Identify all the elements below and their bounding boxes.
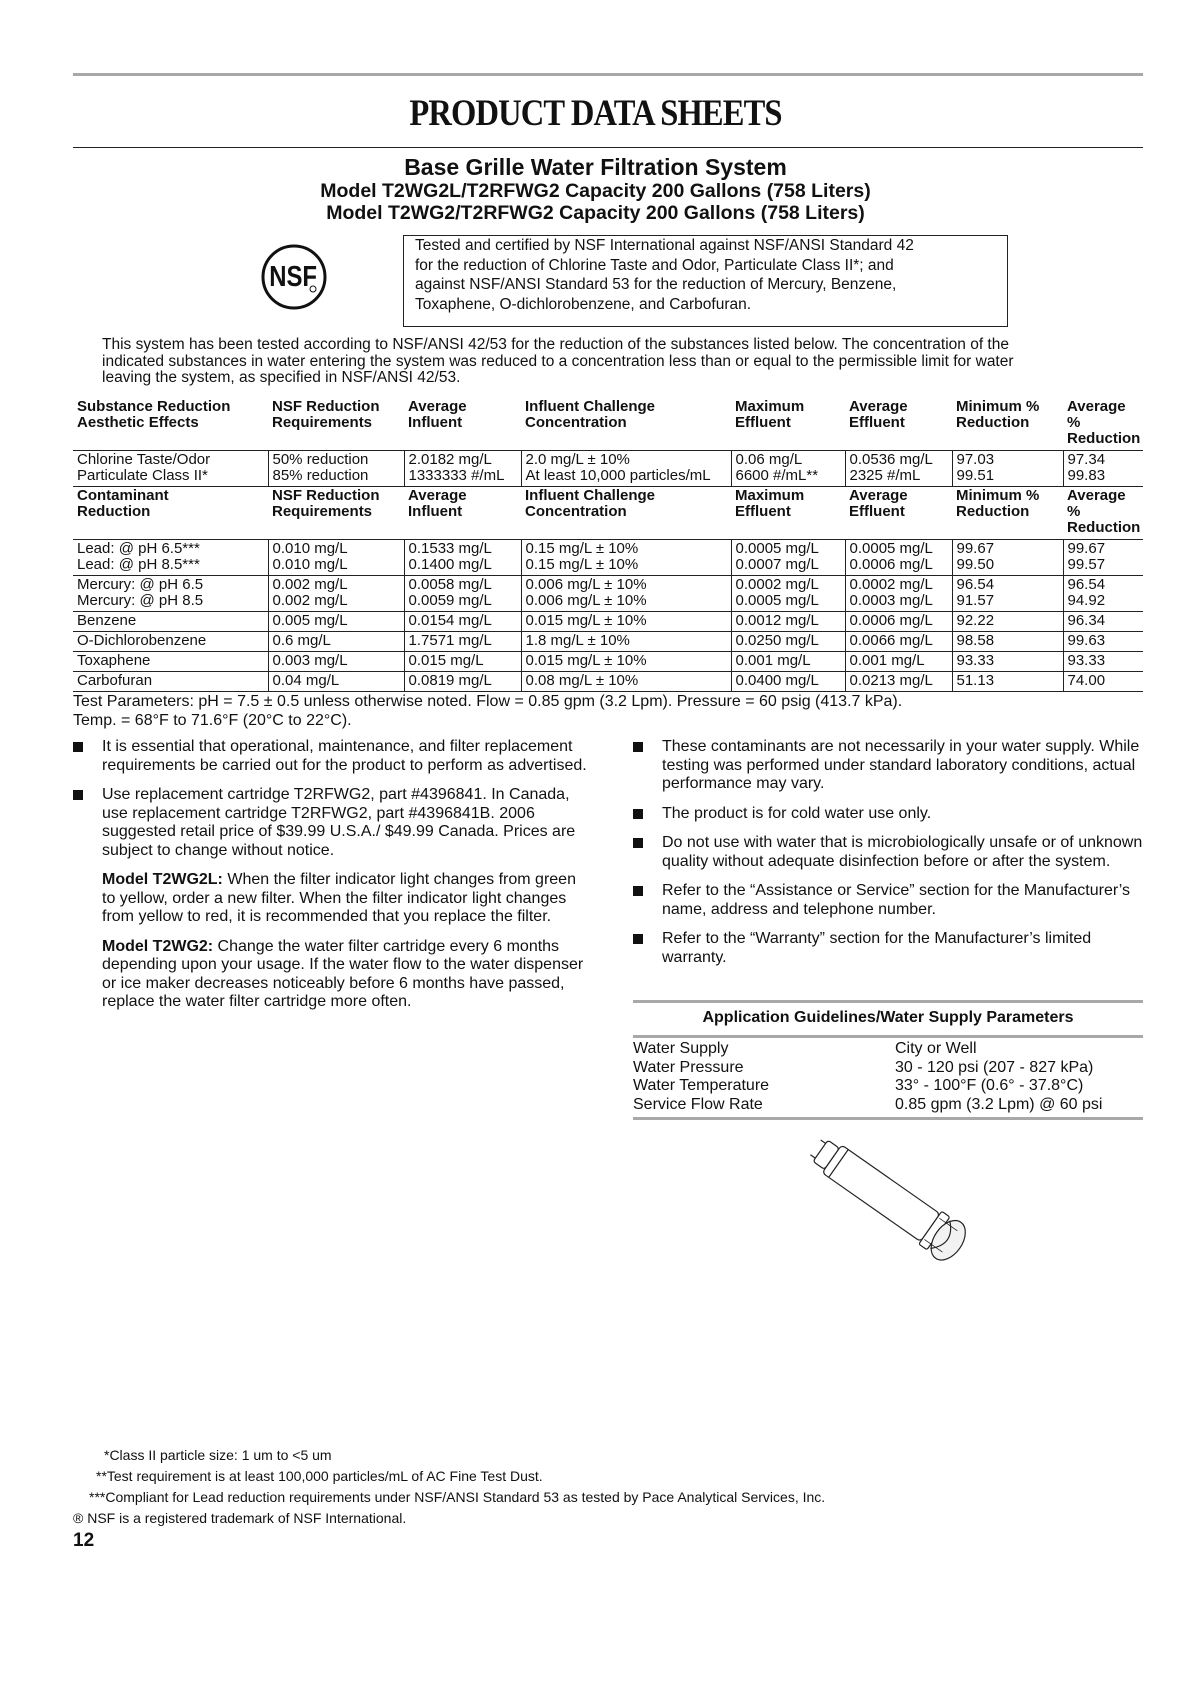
cell-line: 0.010 mg/L [272,540,348,557]
table-cell [731,576,845,612]
cell-line: Influent [408,503,463,520]
cell-line: Reduction [1067,519,1141,536]
table-cell [73,576,268,612]
cell-line: 0.0002 mg/L [849,576,933,593]
cell-line: 0.003 mg/L [272,652,348,669]
cell-line: Requirements [272,503,373,520]
table-cell [521,451,731,487]
cell-line: Aesthetic Effects [77,414,199,431]
cell-line: 99.63 [1067,632,1106,649]
guidelines-key: Water Pressure [633,1058,744,1076]
cell-line: Chlorine Taste/Odor [77,451,211,468]
bullet-item [73,738,593,775]
cell-line: 99.67 [956,540,995,557]
cell-line: Mercury: @ pH 8.5 [77,592,204,609]
certification-box [403,235,1008,327]
guidelines-value: 33° - 100°F (0.6° - 37.8°C) [895,1077,1084,1094]
cell-line: Effluent [735,503,791,520]
bullet-text: These contaminants are not necessarily in your water supply. While testing was performed under standard laboratory conditions, actual performance may vary. [662,738,1140,792]
bullet-square-icon [633,809,643,819]
cell-line: 96.34 [1067,612,1106,629]
cell-line: Average [849,487,908,504]
table-row [73,451,1143,487]
guidelines-row [633,1040,1143,1059]
cert-line: Tested and certified by NSF International against NSF/ANSI Standard 42 [415,237,914,254]
guidelines-bottom-rule [633,1117,1143,1120]
cell-line: 0.0012 mg/L [735,612,819,629]
cell-line: 51.13 [956,672,995,689]
guidelines-key: Water Supply [633,1040,729,1057]
cell-line: 0.0006 mg/L [849,612,933,629]
bullet-item [73,786,593,860]
bullet-square-icon [633,886,643,896]
bullet-item [633,738,1148,794]
guidelines-value: 30 - 120 psi (207 - 827 kPa) [895,1058,1094,1076]
table-cell [1063,632,1143,652]
test-parameters-line: Temp. = 68°F to 71.6°F (20°C to 22°C). [73,711,352,729]
model-note-text: Change the water filter cartridge every 6 months depending upon your usage. If the water flow to the water dispenser or ice maker decreases noticeably before 6 months have passed, replace the water filter cartridge more often. [102,937,584,1010]
intro-line: indicated substances in water entering the system was reduced to a concentration less than or equal to the permissible limit for water [102,352,1014,370]
table-cell [521,540,731,576]
cell-line: 0.0536 mg/L [849,451,933,468]
cell-line: 96.54 [1067,576,1106,593]
table-cell [845,576,952,612]
bullet-item [633,834,1148,871]
model-note-label: Model T2WG2: [102,937,214,955]
cell-line: Average [849,398,908,415]
cell-line: 0.0058 mg/L [408,576,492,593]
cell-line: 0.001 mg/L [849,652,925,669]
cell-line: 94.92 [1067,592,1106,609]
cell-line: 2325 #/mL [849,467,921,484]
table-cell [404,672,521,692]
table-row [73,652,1143,672]
cell-line: 0.001 mg/L [735,652,811,669]
cell-line: 6600 #/mL** [735,467,819,484]
table-cell [268,612,404,632]
right-column [633,738,1148,978]
table-row [73,672,1143,692]
table-cell [268,540,404,576]
table-cell [731,398,845,451]
bullet-square-icon [633,742,643,752]
table-cell [1063,672,1143,692]
table-cell [404,652,521,672]
table-cell [952,540,1063,576]
bullet-text: Refer to the “Assistance or Service” section for the Manufacturer’s name, address and telephone number. [662,882,1131,918]
table-cell [521,487,731,540]
cell-line: 0.015 mg/L ± 10% [525,652,647,669]
bullet-square-icon [633,934,643,944]
table-cell [268,576,404,612]
intro-line: This system has been tested according to NSF/ANSI 42/53 for the reduction of the substances listed below. The concentration of the [102,336,1009,353]
cell-line: 0.015 mg/L ± 10% [525,612,647,629]
bullet-square-icon [633,838,643,848]
cell-line: 0.6 mg/L [272,632,331,649]
guidelines-value: 0.85 gpm (3.2 Lpm) @ 60 psi [895,1095,1103,1113]
nsf-logo-icon [260,243,328,311]
cell-line: 93.33 [956,652,995,669]
cell-line: 1.7571 mg/L [408,632,492,649]
cell-line: Reduction [956,414,1030,431]
intro-line: leaving the system, as specified in NSF/ANSI 42/53. [102,369,461,386]
table-cell [1063,398,1143,451]
cell-line: 0.0066 mg/L [849,632,933,649]
model-line-2: Model T2WG2/T2RFWG2 Capacity 200 Gallons (758 Liters) [326,202,865,224]
cell-line: 99.57 [1067,556,1106,573]
table-cell [404,451,521,487]
table-cell [1063,540,1143,576]
table-row [73,632,1143,652]
cell-line: Influent [408,414,463,431]
table-row [73,540,1143,576]
filter-cartridge-illustration [790,1128,1000,1278]
table-cell [845,487,952,540]
cell-line: Mercury: @ pH 6.5 [77,576,204,593]
model-note [73,871,593,927]
table-cell [952,612,1063,632]
bullet-text: Do not use with water that is microbiologically unsafe or of unknown quality without adequate disinfection before or after the system. [662,834,1143,870]
model-note [73,938,593,1012]
table-cell [404,612,521,632]
table-cell [521,612,731,632]
table-cell [73,652,268,672]
cell-line: 0.0007 mg/L [735,556,819,573]
page-title: PRODUCT DATA SHEETS [409,93,782,134]
cell-line: 0.0059 mg/L [408,592,492,609]
cert-line: against NSF/ANSI Standard 53 for the reduction of Mercury, Benzene, [415,276,897,293]
table-cell [845,652,952,672]
cell-line: Lead: @ pH 8.5*** [77,556,200,573]
table-cell [268,451,404,487]
table-cell [404,632,521,652]
table-cell [521,398,731,451]
guidelines-row [633,1096,1143,1115]
table-cell [521,672,731,692]
cell-line: 0.0154 mg/L [408,612,492,629]
cell-line: 0.002 mg/L [272,576,348,593]
title-underline [73,147,1143,148]
cell-line: Effluent [849,503,905,520]
bullet-text: Refer to the “Warranty” section for the Manufacturer’s limited warranty. [662,930,1092,966]
table-cell [952,398,1063,451]
cell-line: 92.22 [956,612,995,629]
table-cell [521,652,731,672]
table-cell [73,672,268,692]
table-cell [1063,487,1143,540]
cell-line: 1333333 #/mL [408,467,505,484]
cell-line: Particulate Class II* [77,467,208,484]
cert-line: for the reduction of Chlorine Taste and Odor, Particulate Class II*; and [415,256,894,274]
cell-line: Minimum % [956,487,1040,504]
cell-line: Carbofuran [77,672,153,689]
reduction-table [73,398,1143,692]
cell-line: 0.0400 mg/L [735,672,819,689]
bullet-item [633,805,1148,824]
table-cell [1063,576,1143,612]
table-cell [845,632,952,652]
guidelines-title: Application Guidelines/Water Supply Parameters [702,1009,1074,1026]
cell-line: 0.002 mg/L [272,592,348,609]
bullet-square-icon [73,790,83,800]
table-cell [845,451,952,487]
cell-line: Influent Challenge [525,487,656,504]
table-cell [268,398,404,451]
model-note-text: When the filter indicator light changes from green to yellow, order a new filter. When the filter indicator light changes from yellow to red, it is recommended that you replace the filter. [102,871,576,925]
cell-line: 97.34 [1067,451,1106,468]
model-line-1: Model T2WG2L/T2RFWG2 Capacity 200 Gallons (758 Liters) [320,180,871,202]
cell-line: 0.0819 mg/L [408,672,492,689]
page-number: 12 [73,1530,95,1551]
cell-line: 1.8 mg/L ± 10% [525,632,630,649]
bullet-text: Use replacement cartridge T2RFWG2, part #4396841. In Canada, use replacement cartridge T2RFWG2, part #4396841B. 2006 suggested retail price of $39.99 U.S.A./ $49.99 Canada. Prices are subject to change without notice. [102,786,576,859]
cell-line: Contaminant [77,487,169,504]
table-header-row [73,398,1143,451]
guidelines-table [633,1040,1143,1114]
cell-line: 0.1533 mg/L [408,540,492,557]
table-cell [73,398,268,451]
cell-line: 2.0 mg/L ± 10% [525,451,630,468]
cell-line: Reduction [1067,430,1141,447]
cell-line: 91.57 [956,592,995,609]
cell-line: 99.67 [1067,540,1106,557]
cell-line: Average % [1067,487,1126,520]
cell-line: Reduction [77,503,151,520]
cell-line: Concentration [525,503,627,520]
table-cell [952,632,1063,652]
cell-line: 97.03 [956,451,995,468]
model-note-label: Model T2WG2L: [102,871,223,888]
cell-line: NSF Reduction [272,398,380,415]
cell-line: 0.0213 mg/L [849,672,933,689]
intro-paragraph [102,337,1132,387]
bullet-text: It is essential that operational, maintenance, and filter replacement requirements be carried out for the product to perform as advertised. [102,738,587,774]
cell-line: 0.006 mg/L ± 10% [525,576,647,593]
cell-line: 0.0005 mg/L [849,540,933,557]
table-cell [845,540,952,576]
table-header-row [73,487,1143,540]
cell-line: O-Dichlorobenzene [77,632,207,649]
table-cell [268,632,404,652]
footnote: ***Compliant for Lead reduction requirements under NSF/ANSI Standard 53 as tested by Pace Analytical Services, Inc. [89,1489,826,1505]
cell-line: 99.50 [956,556,995,573]
table-cell [268,672,404,692]
table-cell [952,672,1063,692]
table-cell [73,612,268,632]
cell-line: 0.15 mg/L ± 10% [525,556,639,573]
footnote: **Test requirement is at least 100,000 particles/mL of AC Fine Test Dust. [96,1468,543,1484]
cell-line: 0.0002 mg/L [735,576,819,593]
table-cell [731,632,845,652]
top-rule [73,73,1143,76]
guidelines-key: Service Flow Rate [633,1095,763,1113]
cell-line: Maximum [735,487,805,504]
guidelines-row [633,1077,1143,1096]
cert-line: Toxaphene, O-dichlorobenzene, and Carbofuran. [415,295,752,313]
cell-line: 0.1400 mg/L [408,556,492,573]
table-cell [845,672,952,692]
cell-line: 96.54 [956,576,995,593]
table-cell [952,487,1063,540]
bullet-item [633,930,1148,967]
guidelines-key: Water Temperature [633,1077,770,1094]
guidelines-top-rule [633,1000,1143,1003]
left-column [73,738,593,1023]
table-cell [268,652,404,672]
table-row [73,576,1143,612]
table-cell [731,612,845,632]
footnote: ® NSF is a registered trademark of NSF International. [73,1510,407,1526]
cell-line: 0.0250 mg/L [735,632,819,649]
table-cell [731,672,845,692]
guidelines-value: City or Well [895,1040,977,1057]
cell-line: Average [408,487,467,504]
table-cell [731,487,845,540]
table-cell [845,612,952,632]
table-cell [73,632,268,652]
guidelines-mid-rule [633,1035,1143,1038]
cell-line: 0.04 mg/L [272,672,340,689]
cell-line: 0.0003 mg/L [849,592,933,609]
table-cell [845,398,952,451]
cell-line: 98.58 [956,632,995,649]
table-cell [952,451,1063,487]
cell-line: 0.005 mg/L [272,612,348,629]
cell-line: At least 10,000 particles/mL [525,467,711,484]
table-cell [73,487,268,540]
bullet-item [633,882,1148,919]
cell-line: 50% reduction [272,451,369,468]
table-cell [404,398,521,451]
cell-line: 0.0005 mg/L [735,540,819,557]
table-row [73,612,1143,632]
cell-line: 0.006 mg/L ± 10% [525,592,647,609]
cell-line: Average % [1067,398,1126,431]
table-cell [73,451,268,487]
bullet-text: The product is for cold water use only. [662,804,932,822]
cell-line: Effluent [735,414,791,431]
cell-line: Minimum % [956,398,1040,415]
cell-line: Lead: @ pH 6.5*** [77,540,200,557]
cell-line: 0.15 mg/L ± 10% [525,540,639,557]
cell-line: Benzene [77,612,137,629]
cell-line: Toxaphene [77,652,151,669]
cell-line: Reduction [956,503,1030,520]
table-cell [731,451,845,487]
cell-line: NSF Reduction [272,487,380,504]
cell-line: 93.33 [1067,652,1106,669]
cell-line: 99.83 [1067,467,1106,484]
cell-line: 0.015 mg/L [408,652,484,669]
cell-line: 0.06 mg/L [735,451,803,468]
table-cell [952,576,1063,612]
cell-line: 0.0005 mg/L [735,592,819,609]
table-cell [73,540,268,576]
footnote: *Class II particle size: 1 um to <5 um [104,1447,332,1463]
cell-line: 2.0182 mg/L [408,451,492,468]
cell-line: 85% reduction [272,467,369,484]
test-parameters [73,693,1153,730]
table-cell [404,576,521,612]
cell-line: 74.00 [1067,672,1106,689]
cell-line: Concentration [525,414,627,431]
system-title: Base Grille Water Filtration System [404,154,787,180]
table-cell [1063,451,1143,487]
cell-line: Requirements [272,414,373,431]
cell-line: 0.08 mg/L ± 10% [525,672,639,689]
cell-line: 0.0006 mg/L [849,556,933,573]
table-cell [521,632,731,652]
table-cell [1063,652,1143,672]
bullet-square-icon [73,742,83,752]
cell-line: 99.51 [956,467,995,484]
cell-line: Influent Challenge [525,398,656,415]
cell-line: Average [408,398,467,415]
table-cell [404,487,521,540]
table-cell [404,540,521,576]
cell-line: 0.010 mg/L [272,556,348,573]
cell-line: Substance Reduction [77,398,231,415]
test-parameters-line: Test Parameters: pH = 7.5 ± 0.5 unless otherwise noted. Flow = 0.85 gpm (3.2 Lpm). Pressure = 60 psig (413.7 kPa). [73,693,903,710]
cell-line: Effluent [849,414,905,431]
nsf-logo-text: NSF [269,259,318,293]
table-cell [731,540,845,576]
table-cell [268,487,404,540]
table-cell [1063,612,1143,632]
guidelines-row [633,1059,1143,1078]
table-cell [521,576,731,612]
table-cell [952,652,1063,672]
table-cell [731,652,845,672]
cell-line: Maximum [735,398,805,415]
